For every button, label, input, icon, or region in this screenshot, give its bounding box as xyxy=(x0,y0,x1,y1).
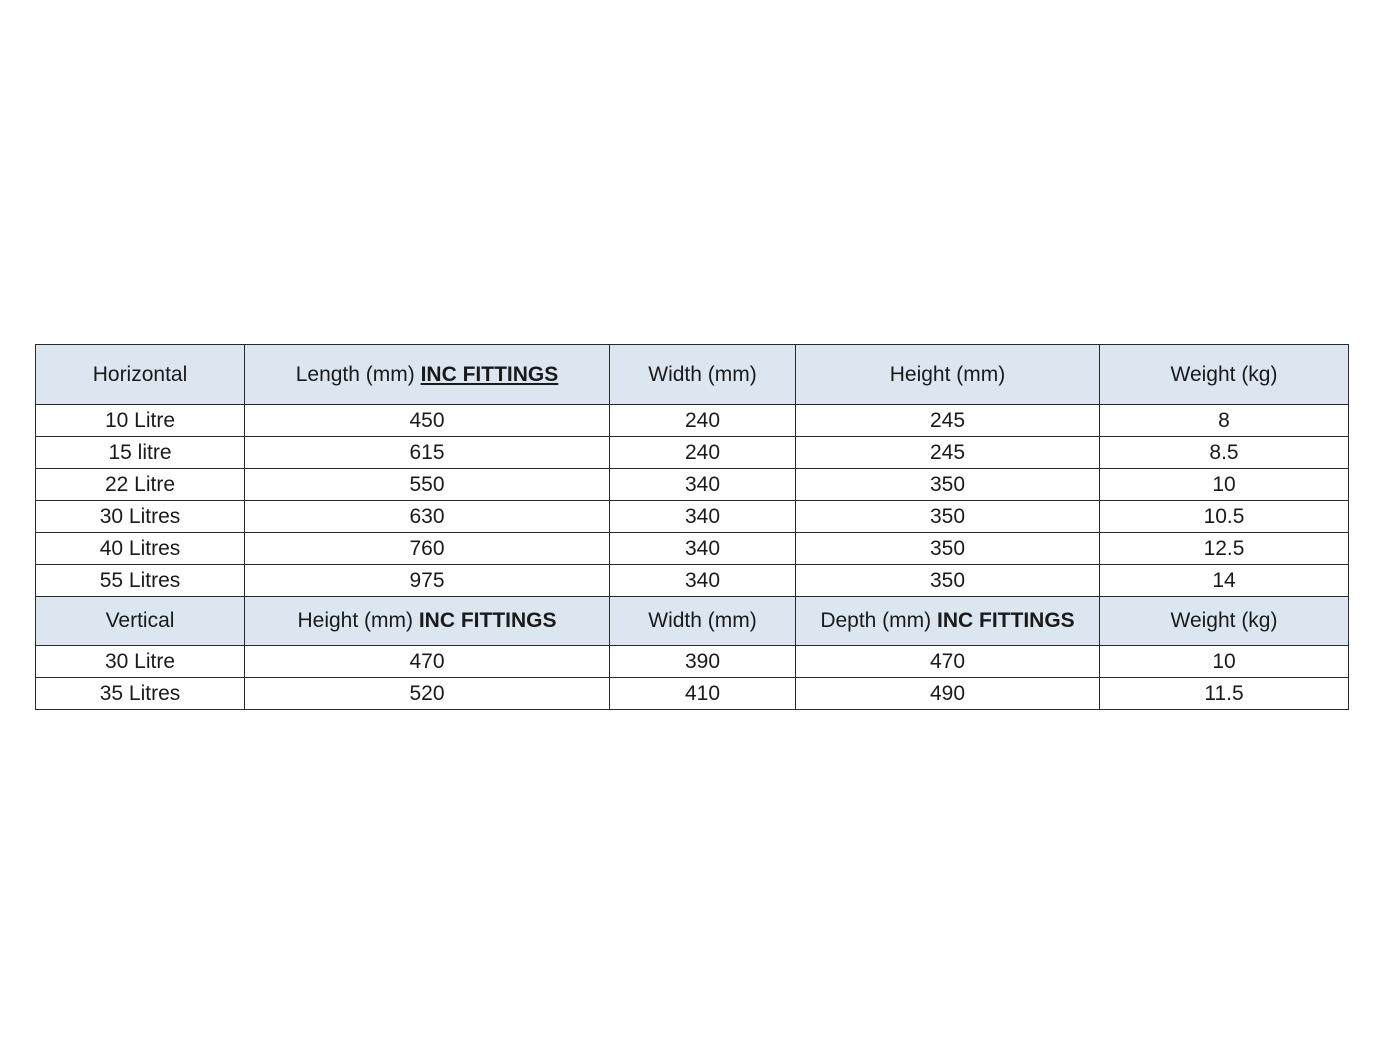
header-height: Height (mm) xyxy=(796,345,1100,405)
cell-size: 55 Litres xyxy=(36,565,245,597)
cell-width: 410 xyxy=(610,678,796,710)
cell-weight: 10 xyxy=(1100,646,1349,678)
cell-weight: 11.5 xyxy=(1100,678,1349,710)
header-depth-inc-fittings: INC FITTINGS xyxy=(937,609,1075,632)
cell-height: 520 xyxy=(245,678,610,710)
cell-length: 630 xyxy=(245,501,610,533)
header-horizontal: Horizontal xyxy=(36,345,245,405)
cell-height: 245 xyxy=(796,437,1100,469)
header-height-label: Height (mm) xyxy=(297,609,419,632)
cell-weight: 12.5 xyxy=(1100,533,1349,565)
cell-weight: 10.5 xyxy=(1100,501,1349,533)
cell-size: 35 Litres xyxy=(36,678,245,710)
cell-weight: 14 xyxy=(1100,565,1349,597)
cell-size: 40 Litres xyxy=(36,533,245,565)
cell-width: 240 xyxy=(610,405,796,437)
header-height-inc-fittings: INC FITTINGS xyxy=(418,609,557,632)
table-row xyxy=(36,501,1349,533)
header-depth-label: Depth (mm) xyxy=(820,609,937,632)
table-row xyxy=(36,646,1349,678)
header-length xyxy=(245,345,610,405)
cell-size: 30 Litre xyxy=(36,646,245,678)
table-row xyxy=(36,405,1349,437)
table-row xyxy=(36,565,1349,597)
header-height-vertical xyxy=(245,597,610,646)
cell-size: 22 Litre xyxy=(36,469,245,501)
header-width: Width (mm) xyxy=(610,345,796,405)
cell-height: 350 xyxy=(796,533,1100,565)
cell-height: 350 xyxy=(796,469,1100,501)
cell-width: 390 xyxy=(610,646,796,678)
table-row xyxy=(36,469,1349,501)
dimensions-table xyxy=(35,344,1349,710)
cell-width: 340 xyxy=(610,501,796,533)
cell-weight: 10 xyxy=(1100,469,1349,501)
cell-size: 15 litre xyxy=(36,437,245,469)
cell-length: 975 xyxy=(245,565,610,597)
cell-height: 350 xyxy=(796,565,1100,597)
cell-height: 470 xyxy=(245,646,610,678)
header-length-inc-fittings: INC FITTINGS xyxy=(420,362,559,386)
cell-width: 340 xyxy=(610,469,796,501)
vertical-header-row xyxy=(36,597,1349,646)
cell-length: 760 xyxy=(245,533,610,565)
horizontal-header-row xyxy=(36,345,1349,405)
cell-height: 245 xyxy=(796,405,1100,437)
header-weight-vertical: Weight (kg) xyxy=(1100,597,1349,646)
header-length-label: Length (mm) xyxy=(295,362,421,386)
header-weight: Weight (kg) xyxy=(1100,345,1349,405)
header-depth xyxy=(796,597,1100,646)
cell-length: 450 xyxy=(245,405,610,437)
cell-weight: 8.5 xyxy=(1100,437,1349,469)
cell-weight: 8 xyxy=(1100,405,1349,437)
table-row xyxy=(36,678,1349,710)
cell-height: 350 xyxy=(796,501,1100,533)
cell-width: 340 xyxy=(610,565,796,597)
cell-width: 340 xyxy=(610,533,796,565)
cell-depth: 470 xyxy=(796,646,1100,678)
cell-size: 30 Litres xyxy=(36,501,245,533)
cell-length: 550 xyxy=(245,469,610,501)
header-vertical: Vertical xyxy=(36,597,245,646)
table-row xyxy=(36,533,1349,565)
table-row xyxy=(36,437,1349,469)
header-width-vertical: Width (mm) xyxy=(610,597,796,646)
cell-width: 240 xyxy=(610,437,796,469)
cell-size: 10 Litre xyxy=(36,405,245,437)
cell-length: 615 xyxy=(245,437,610,469)
cell-depth: 490 xyxy=(796,678,1100,710)
